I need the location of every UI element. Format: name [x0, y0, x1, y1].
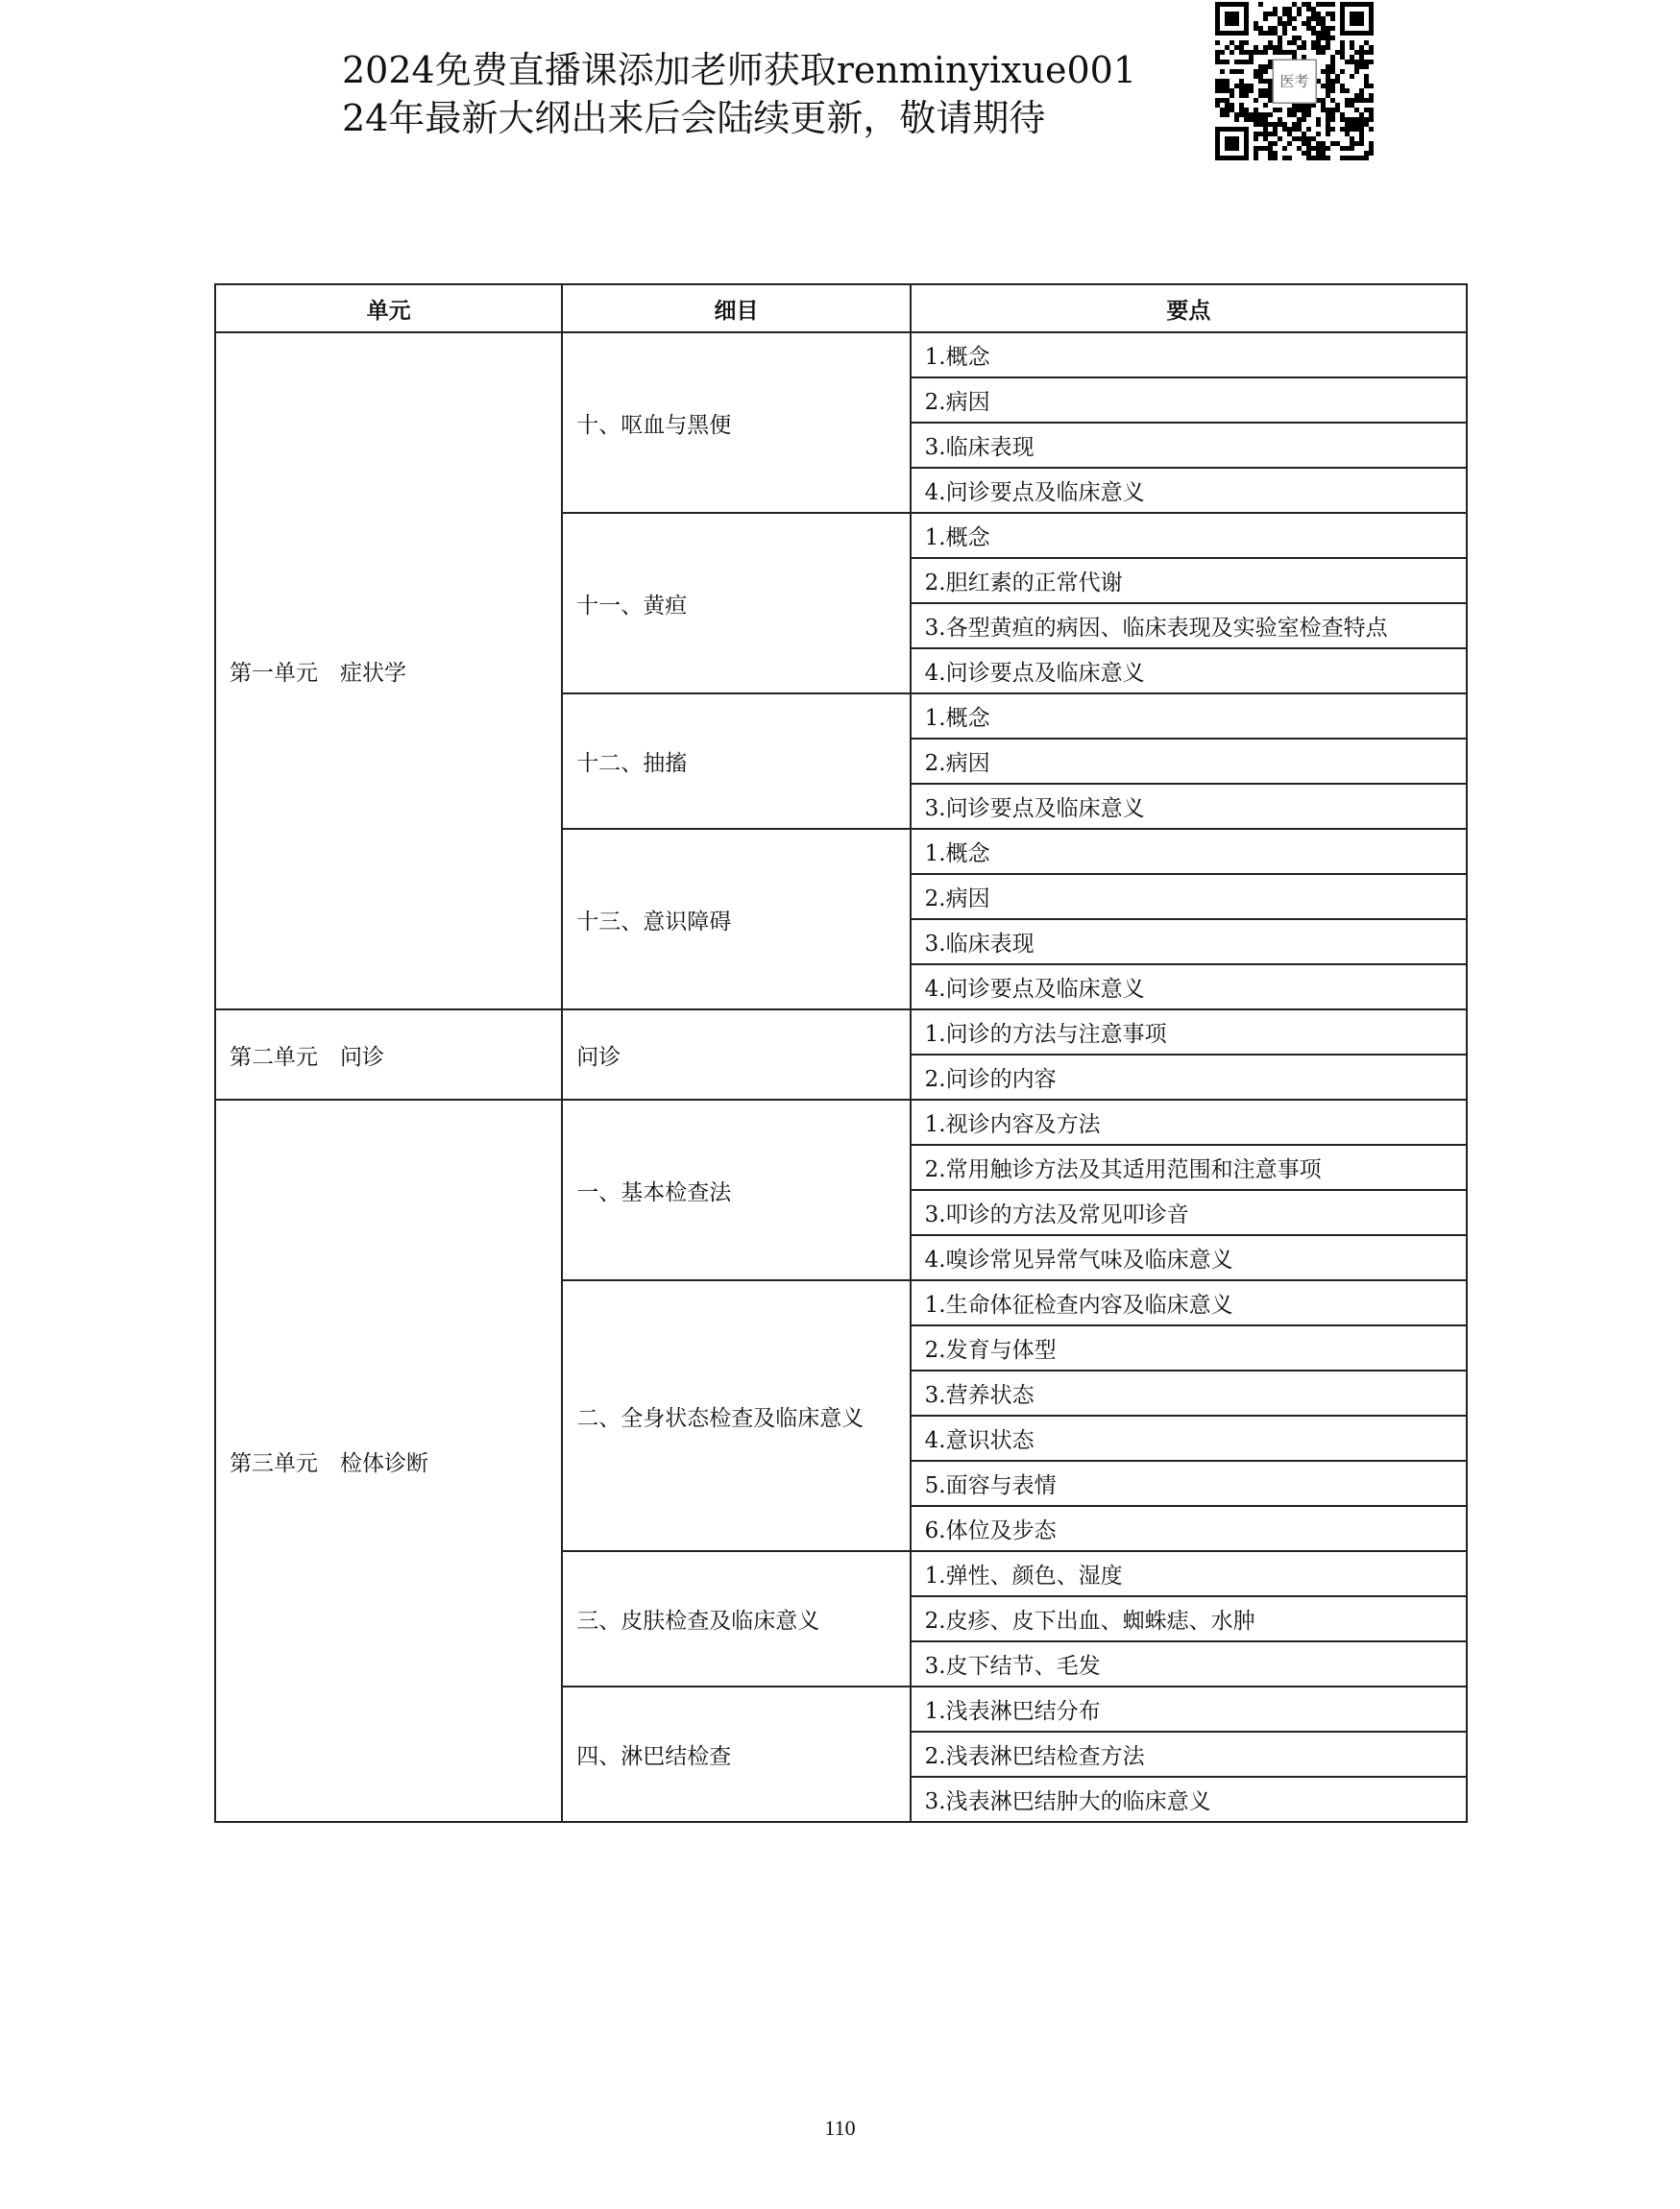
page-number: 110	[824, 2116, 856, 2140]
syllabus-table	[214, 283, 1468, 1823]
table-row	[215, 1009, 1467, 1055]
header-notice	[342, 46, 1136, 142]
point-cell: 3.临床表现	[911, 919, 1467, 964]
point-cell: 2.问诊的内容	[911, 1055, 1467, 1100]
point-cell: 4.问诊要点及临床意义	[911, 964, 1467, 1009]
point-cell: 1.概念	[911, 332, 1467, 377]
item-cell: 十二、抽搐	[562, 693, 910, 829]
point-cell: 3.皮下结节、毛发	[911, 1641, 1467, 1687]
point-cell: 3.问诊要点及临床意义	[911, 784, 1467, 829]
point-cell: 2.胆红素的正常代谢	[911, 558, 1467, 603]
point-cell: 1.概念	[911, 829, 1467, 874]
point-cell: 3.浅表淋巴结肿大的临床意义	[911, 1777, 1467, 1822]
point-cell: 4.问诊要点及临床意义	[911, 648, 1467, 693]
unit-cell: 第一单元 症状学	[215, 332, 562, 1009]
point-cell: 5.面容与表情	[911, 1461, 1467, 1506]
point-cell: 1.浅表淋巴结分布	[911, 1687, 1467, 1732]
item-cell: 三、皮肤检查及临床意义	[562, 1551, 910, 1687]
point-cell: 3.各型黄疸的病因、临床表现及实验室检查特点	[911, 603, 1467, 648]
point-cell: 2.皮疹、皮下出血、蜘蛛痣、水肿	[911, 1596, 1467, 1641]
table-header-row	[215, 284, 1467, 332]
point-cell: 6.体位及步态	[911, 1506, 1467, 1551]
column-header-item: 细目	[562, 284, 910, 332]
table-body	[215, 332, 1467, 1822]
item-cell: 二、全身状态检查及临床意义	[562, 1280, 910, 1551]
point-cell: 3.临床表现	[911, 423, 1467, 468]
item-cell: 一、基本检查法	[562, 1100, 910, 1280]
unit-cell: 第二单元 问诊	[215, 1009, 562, 1100]
point-cell: 1.概念	[911, 693, 1467, 739]
item-cell: 问诊	[562, 1009, 910, 1100]
table-row	[215, 332, 1467, 377]
point-cell: 1.问诊的方法与注意事项	[911, 1009, 1467, 1055]
point-cell: 2.常用触诊方法及其适用范围和注意事项	[911, 1145, 1467, 1190]
item-cell: 四、淋巴结检查	[562, 1687, 910, 1822]
item-cell: 十、呕血与黑便	[562, 332, 910, 513]
header-line-1: 2024免费直播课添加老师获取renminyixue001	[342, 49, 1137, 91]
qr-logo-text: 医考	[1279, 72, 1309, 90]
table-row	[215, 1100, 1467, 1145]
point-cell: 2.病因	[911, 377, 1467, 423]
point-cell: 1.视诊内容及方法	[911, 1100, 1467, 1145]
header-line-2: 24年最新大纲出来后会陆续更新，敬请期待	[342, 97, 1046, 139]
point-cell: 2.病因	[911, 739, 1467, 784]
point-cell: 3.叩诊的方法及常见叩诊音	[911, 1190, 1467, 1235]
point-cell: 4.意识状态	[911, 1416, 1467, 1461]
point-cell: 1.生命体征检查内容及临床意义	[911, 1280, 1467, 1325]
point-cell: 4.嗅诊常见异常气味及临床意义	[911, 1235, 1467, 1280]
point-cell: 4.问诊要点及临床意义	[911, 468, 1467, 513]
item-cell: 十一、黄疸	[562, 513, 910, 693]
point-cell: 2.浅表淋巴结检查方法	[911, 1732, 1467, 1777]
column-header-points: 要点	[911, 284, 1467, 332]
point-cell: 1.弹性、颜色、湿度	[911, 1551, 1467, 1596]
qr-code-icon	[1215, 2, 1374, 160]
point-cell: 3.营养状态	[911, 1371, 1467, 1416]
point-cell: 2.发育与体型	[911, 1325, 1467, 1371]
item-cell: 十三、意识障碍	[562, 829, 910, 1009]
unit-cell: 第三单元 检体诊断	[215, 1100, 562, 1822]
point-cell: 2.病因	[911, 874, 1467, 919]
column-header-unit: 单元	[215, 284, 562, 332]
point-cell: 1.概念	[911, 513, 1467, 558]
